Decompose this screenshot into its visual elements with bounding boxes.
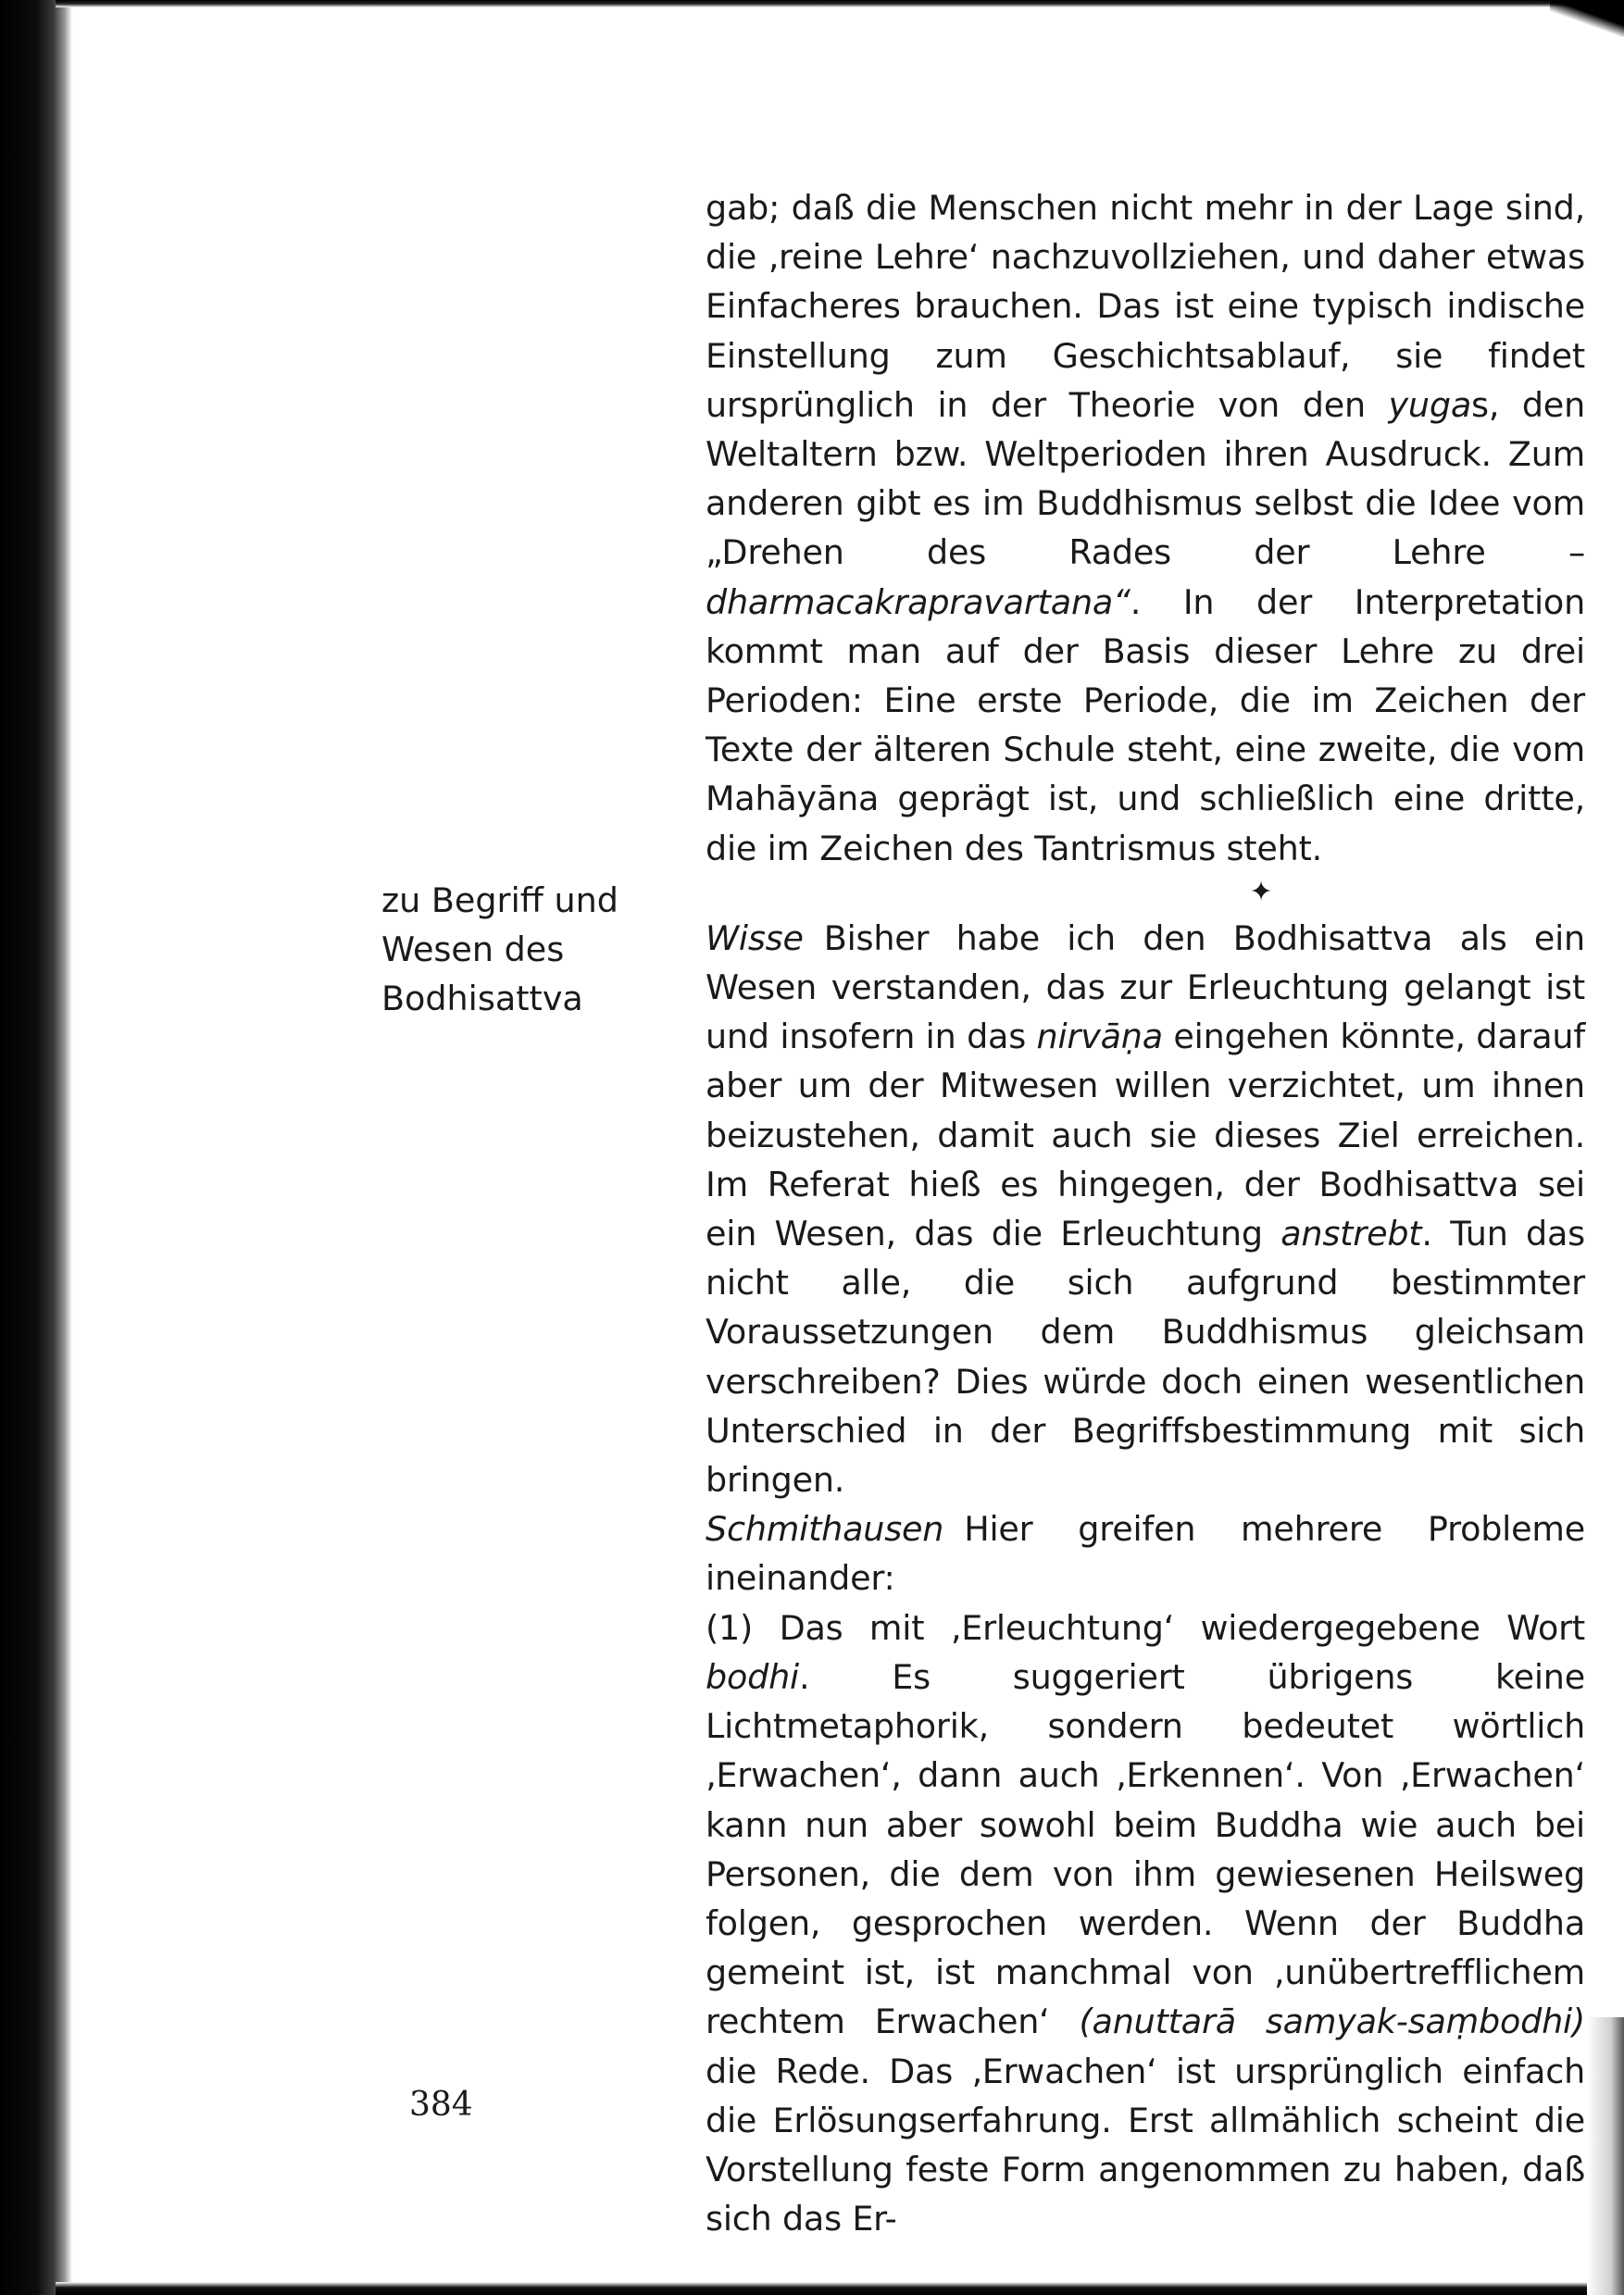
speaker-name: Wisse xyxy=(706,917,804,958)
paragraph-history-periods: gab; daß die Menschen nicht mehr in der Lage sind, die ‚reine Lehre‘ nachzuvollziehen, und daher etwas Einfacheres brauchen. Das ist eine typisch indische Einstellung zum Geschichtsablauf, sie findet ursprünglich in der Theorie von den yugas, den Weltaltern bzw. Weltperioden ihren Ausdruck. Zum anderen gibt es im Buddhismus selbst die Idee vom „Drehen des Rades der Lehre – dharmacakrapravartana“. In der Interpretation kommt man auf der Basis dieser Lehre zu drei Perioden: Eine erste Periode, die im Zeichen der Texte der älteren Schule steht, eine zweite, die vom Mahāyāna geprägt ist, und schließlich eine dritte, die im Zeichen des Tantrismus steht. xyxy=(706,188,1585,868)
page-number: 384 xyxy=(409,2086,473,2124)
speaker-name: Schmithausen xyxy=(706,1509,944,1550)
paragraph-schmithausen-intro xyxy=(706,1504,1585,1603)
margin-note-line: Bodhisattva xyxy=(381,979,583,1019)
scan-top-right-corner xyxy=(1550,0,1624,37)
italic-term: bodhi xyxy=(706,1656,799,1697)
italic-term: dharmacakrapravartana“ xyxy=(706,581,1131,622)
paragraph-body: Bisher habe ich den Bodhisattva als ein Wesen verstanden, das zur Erleuchtung gelangt ist und insofern in das nirvāṇa eingehen könnte, darauf aber um der Mitwesen willen verzichtet, um ihnen beizustehen, damit auch sie dieses Ziel erreichen. Im Referat hieß es hingegen, der Bodhisattva sei ein Wesen, das die Erleuchtung anstrebt. Tun das nicht alle, die sich aufgrund bestimmter Voraussetzungen dem Buddhismus gleichsam verschreiben? Dies würde doch einen wesentlichen Unterschied in der Begriffsbestimmung mit sich bringen. xyxy=(706,917,1585,1501)
margin-note-line: Wesen des xyxy=(381,929,565,970)
paragraph-point-one: (1) Das mit ‚Erleuchtung‘ wiedergegebene Wort bodhi. Es suggeriert übrigens keine Lichtmetaphorik, sondern bedeutet wörtlich ‚Erwachen‘, dann auch ‚Erkennen‘. Von ‚Erwachen‘ kann nun aber sowohl beim Buddha wie auch bei Personen, die dem von ihm gewiesenen Heilsweg folgen, gesprochen werden. Wenn der Buddha gemeint ist, ist manchmal von ‚unübertrefflichem rechtem Erwachen‘ (anuttarā samyak-saṃbodhi) die Rede. Das ‚Erwachen‘ ist ursprünglich einfach die Erlösungserfahrung. Erst allmählich scheint die Vorstellung feste Form angenommen zu haben, daß sich das Er- xyxy=(706,1607,1585,2239)
main-text-column xyxy=(706,183,1585,2243)
italic-term: (anuttarā samyak-saṃbodhi) xyxy=(1079,2002,1585,2042)
scan-right-bottom-edge xyxy=(1587,2017,1624,2295)
paragraph-wisse-question xyxy=(706,914,1585,1504)
section-ornament: ✦ xyxy=(1249,875,1273,908)
italic-term: nirvāṇa xyxy=(1036,1017,1163,1057)
paragraph-body: Hier greifen mehrere Probleme ineinander: xyxy=(706,1509,1585,1599)
scan-bottom-edge xyxy=(56,2282,1624,2295)
italic-term: yuga xyxy=(1388,384,1471,425)
margin-note xyxy=(381,876,659,1024)
margin-note-line: zu Begriff und xyxy=(381,880,618,920)
italic-term: anstrebt xyxy=(1280,1214,1422,1254)
scan-top-edge xyxy=(56,0,1624,7)
scan-binding-shadow xyxy=(0,0,72,2295)
